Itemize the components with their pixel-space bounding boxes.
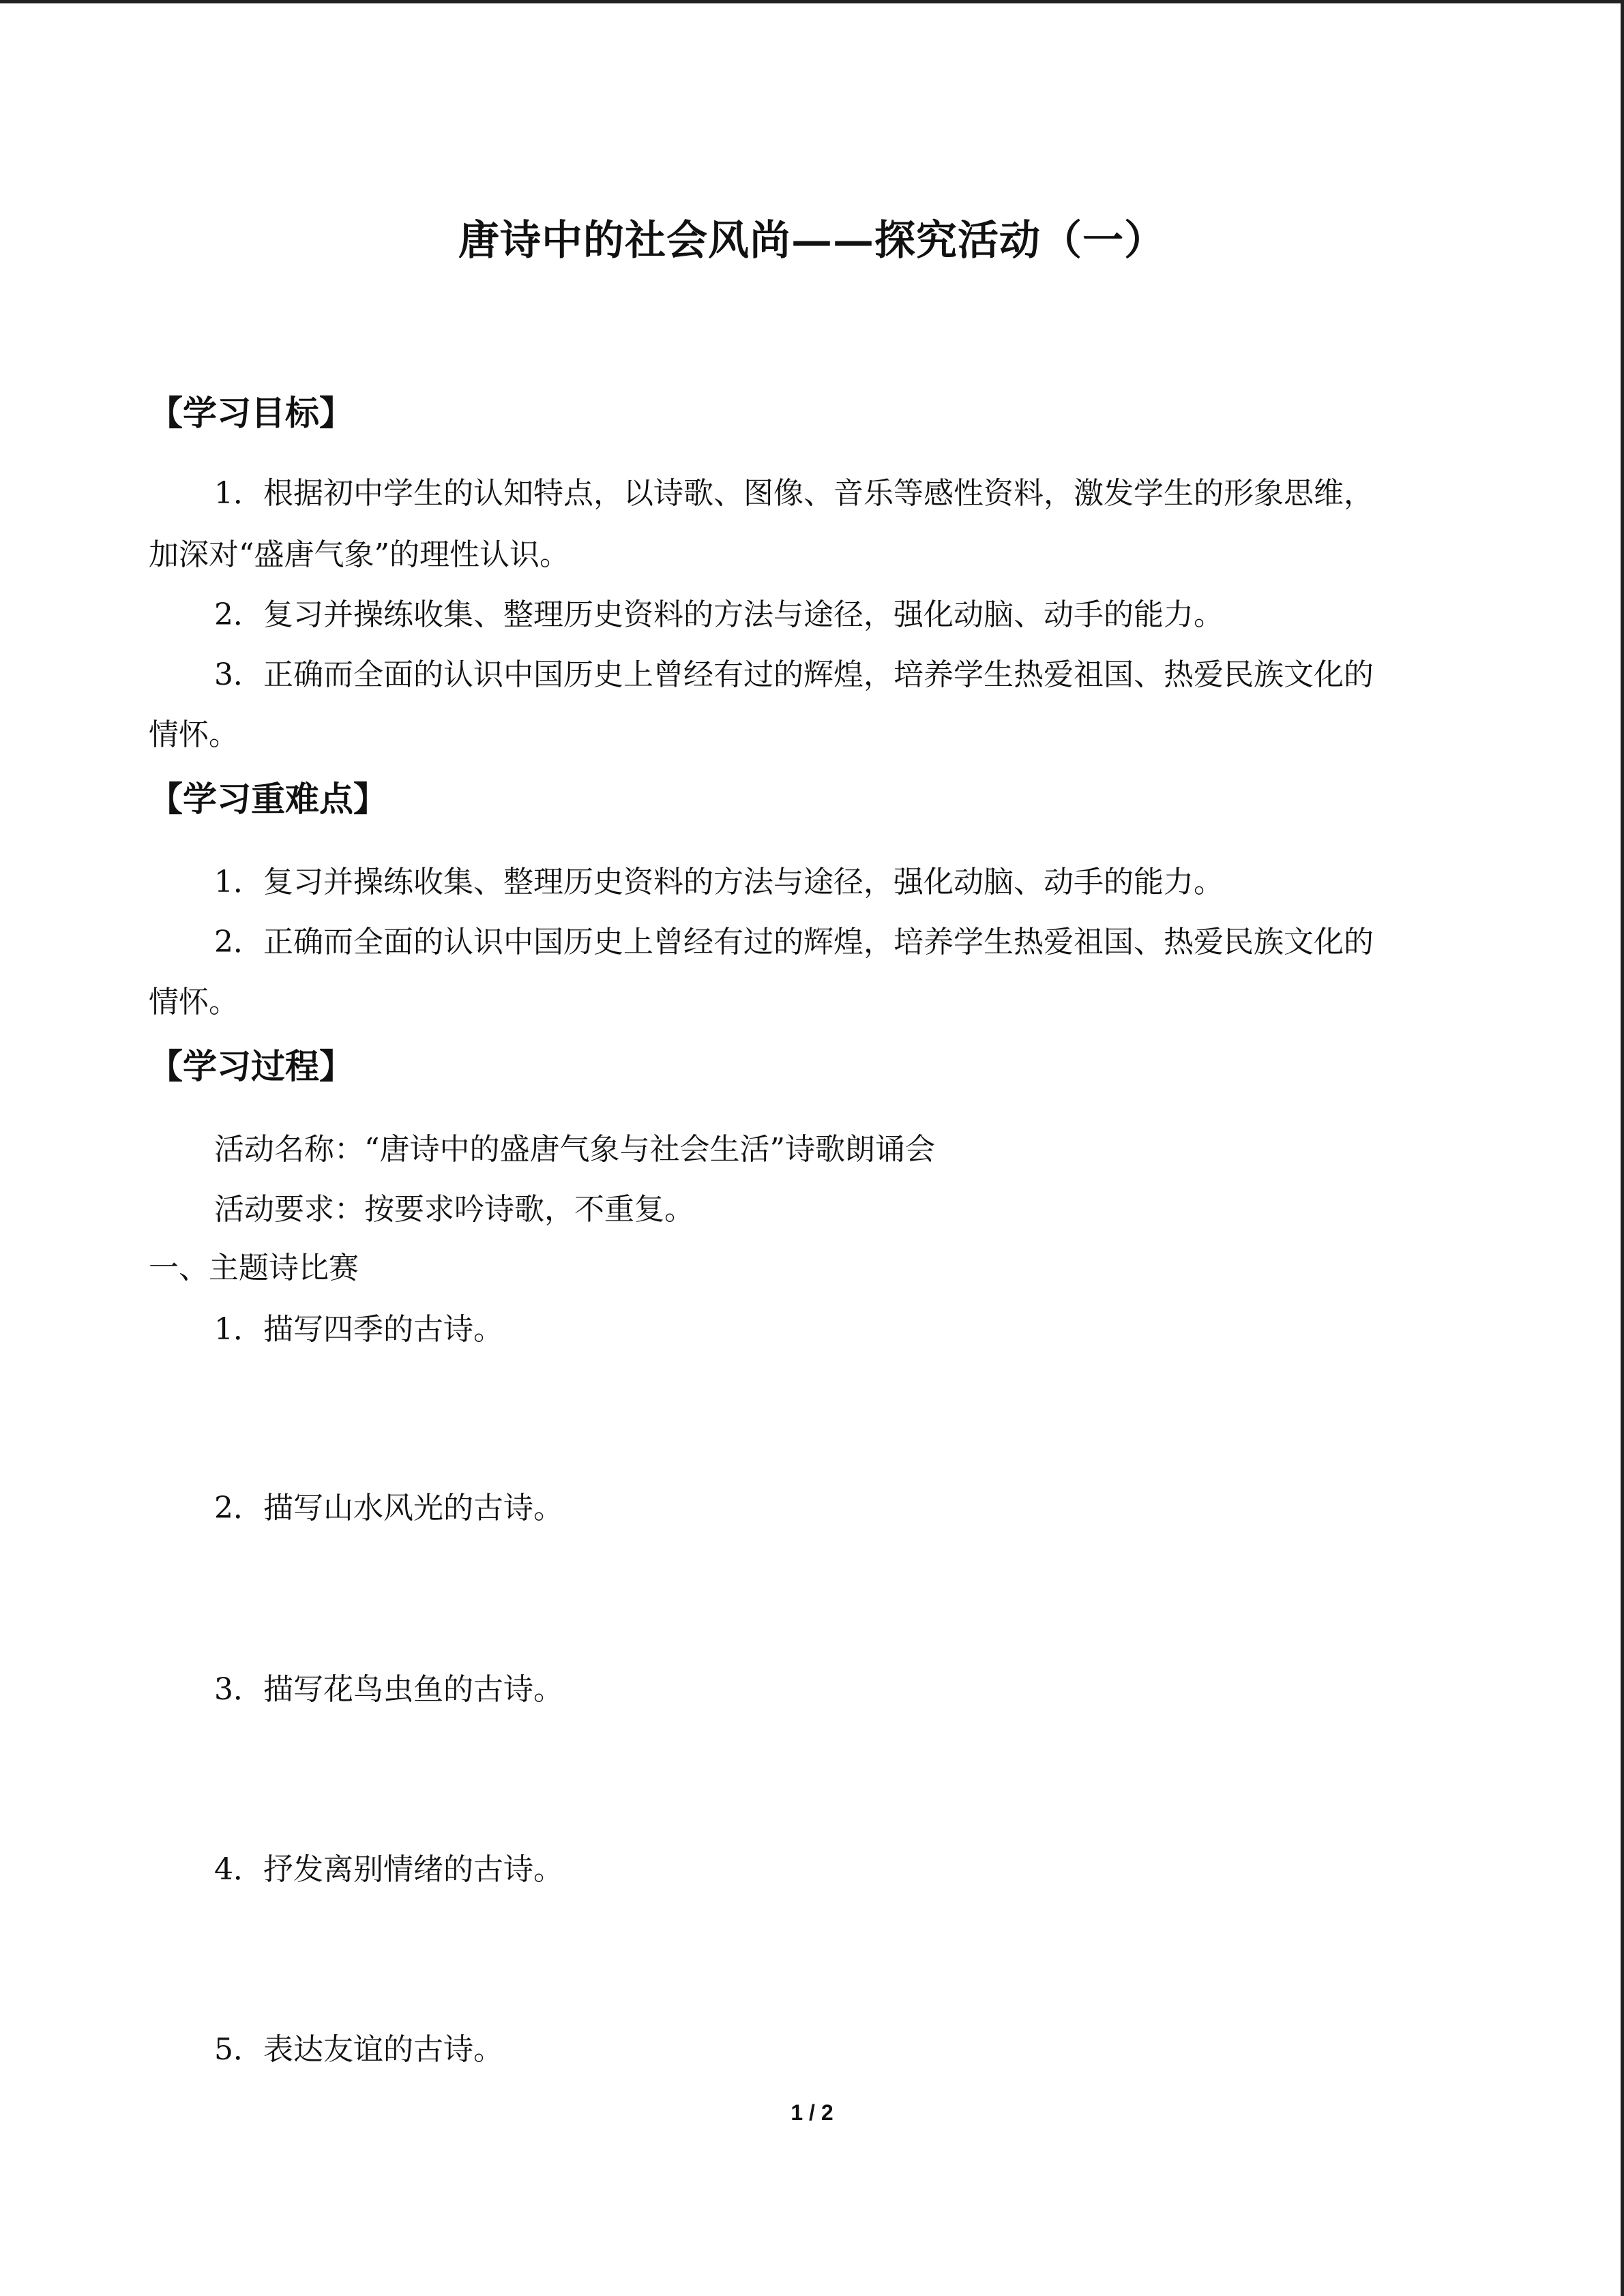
part-one-heading: 一、主题诗比赛 [149,1251,359,1285]
topic-item-4: 4．抒发离别情绪的古诗。 [214,1852,563,1887]
section-heading-goals: 【学习目标】 [149,393,353,433]
key-point-2-line-2: 情怀。 [149,985,239,1019]
goal-1-line-2: 加深对“盛唐气象”的理性认识。 [149,537,570,572]
topic-item-5: 5．表达友谊的古诗。 [214,2032,503,2067]
document-title: 唐诗中的社会风尚——探究活动（一） [458,217,1166,265]
key-point-1-line-1: 1．复习并操练收集、整理历史资料的方法与途径，强化动脑、动手的能力。 [214,865,1224,899]
right-border-line [1621,0,1624,2296]
topic-item-1: 1．描写四季的古诗。 [214,1312,503,1347]
page-number: 1 / 2 [791,2100,833,2125]
topic-item-3: 3．描写花鸟虫鱼的古诗。 [214,1672,563,1707]
goal-1-line-1: 1．根据初中学生的认知特点，以诗歌、图像、音乐等感性资料，激发学生的形象思维， [214,476,1374,511]
topic-item-2: 2．描写山水风光的古诗。 [214,1491,563,1525]
activity-requirement: 活动要求：按要求吟诗歌，不重复。 [214,1192,694,1227]
goal-2-line-1: 2．复习并操练收集、整理历史资料的方法与途径，强化动脑、动手的能力。 [214,597,1224,632]
activity-name: 活动名称：“唐诗中的盛唐气象与社会生活”诗歌朗诵会 [214,1132,935,1167]
key-point-2-line-1: 2．正确而全面的认识中国历史上曾经有过的辉煌，培养学生热爱祖国、热爱民族文化的 [214,925,1374,959]
goal-3-line-2: 情怀。 [149,717,239,752]
top-border-line [0,0,1624,3]
goal-3-line-1: 3．正确而全面的认识中国历史上曾经有过的辉煌，培养学生热爱祖国、热爱民族文化的 [214,657,1374,692]
section-heading-process: 【学习过程】 [149,1046,353,1086]
section-heading-key-points: 【学习重难点】 [149,779,387,819]
